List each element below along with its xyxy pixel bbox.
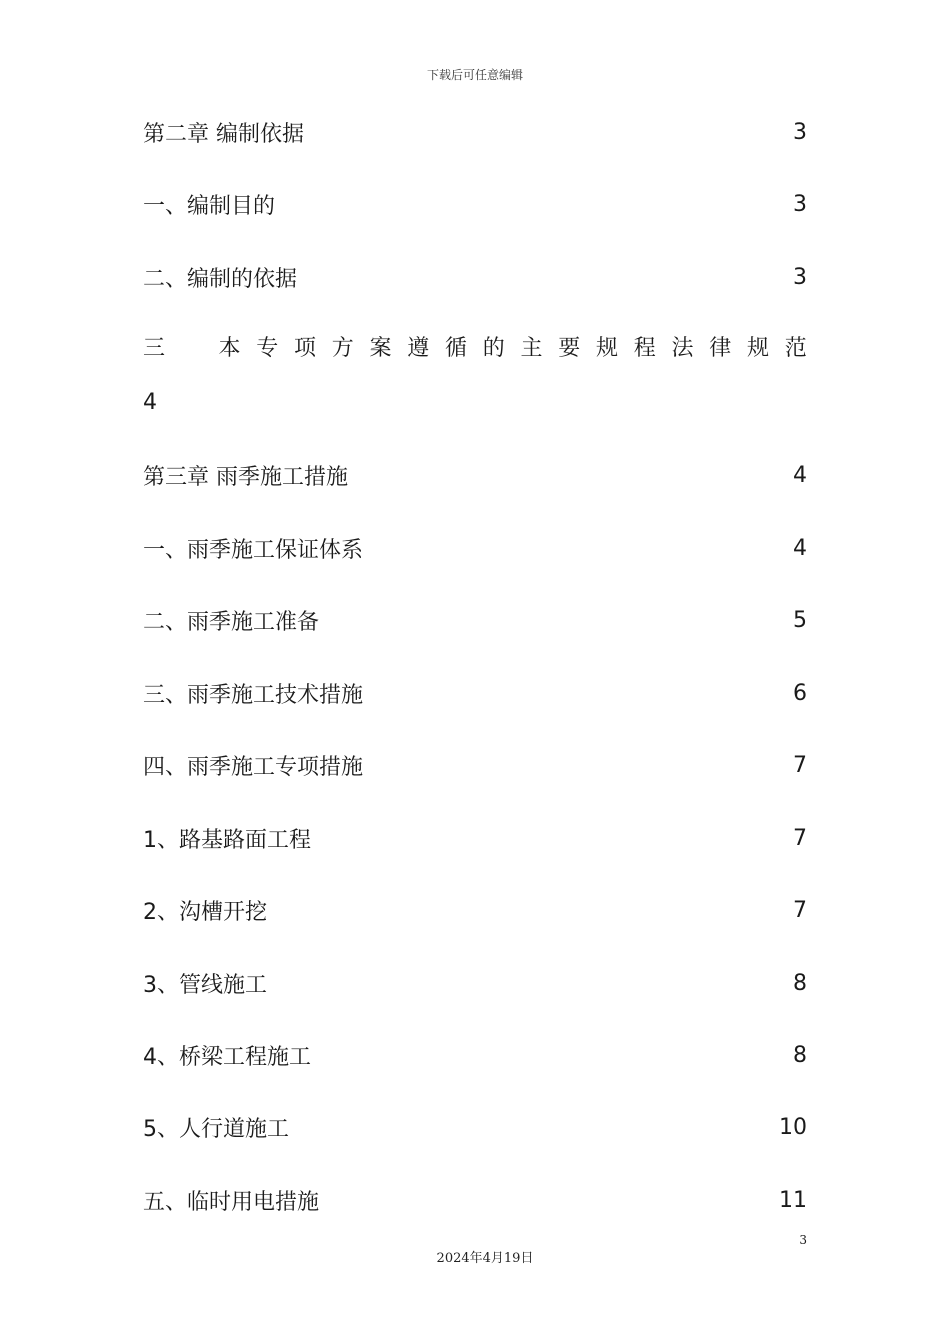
toc-entry-technical-measures[interactable] (143, 677, 807, 709)
toc-entry-title: 四、雨季施工专项措施 (143, 754, 364, 780)
toc-entry-page: 7 (793, 897, 807, 923)
toc-entry-page: 3 (793, 191, 807, 217)
toc-entry-page: 4 (143, 390, 157, 415)
toc-entry-trench[interactable] (143, 894, 807, 926)
toc-entry-title: 第二章 编制依据 (143, 121, 304, 147)
toc-entry-sidewalk[interactable] (143, 1111, 807, 1143)
toc-entry-chapter-2[interactable] (143, 116, 807, 148)
toc-entry-title: 5、人行道施工 (143, 1116, 289, 1142)
toc-entry-bridge[interactable] (143, 1039, 807, 1071)
toc-entry-title: 二、编制的依据 (143, 266, 298, 292)
toc-entry-guarantee-system[interactable] (143, 532, 807, 564)
toc-entry-page: 10 (779, 1114, 807, 1140)
toc-entry-roadbed[interactable] (143, 822, 807, 854)
toc-entry-temporary-power[interactable] (143, 1184, 807, 1216)
toc-entry-page: 5 (793, 607, 807, 633)
page-number: 3 (799, 1233, 807, 1247)
toc-entry-page: 8 (793, 1042, 807, 1068)
toc-entry-title: 2、沟槽开挖 (143, 899, 267, 925)
toc-entry-title: 三 本 专 项 方 案 遵 循 的 主 要 规 程 法 律 规 范 (143, 336, 807, 361)
footer-date: 2024年4月19日 (436, 1251, 534, 1266)
toc-entry-regulations[interactable] (143, 333, 807, 419)
toc-entry-pipeline[interactable] (143, 967, 807, 999)
toc-entry-purpose[interactable] (143, 188, 807, 220)
toc-entry-title: 一、编制目的 (143, 193, 276, 219)
toc-entry-basis[interactable] (143, 261, 807, 293)
toc-entry-page: 7 (793, 825, 807, 851)
toc-entry-chapter-3[interactable] (143, 459, 807, 491)
toc-entry-page: 8 (793, 970, 807, 996)
toc-entry-title: 五、临时用电措施 (143, 1189, 320, 1215)
toc-entry-special-measures[interactable] (143, 749, 807, 781)
toc-entry-page: 6 (793, 680, 807, 706)
toc-entry-title: 4、桥梁工程施工 (143, 1044, 311, 1070)
toc-entry-page: 4 (793, 462, 807, 488)
toc-entry-title: 第三章 雨季施工措施 (143, 464, 348, 490)
toc-entry-title: 1、路基路面工程 (143, 827, 311, 853)
toc-entry-title: 二、雨季施工准备 (143, 609, 320, 635)
toc-entry-preparation[interactable] (143, 604, 807, 636)
toc-entry-page: 3 (793, 264, 807, 290)
toc-entry-title: 一、雨季施工保证体系 (143, 537, 364, 563)
toc-entry-page: 4 (793, 535, 807, 561)
toc-entry-page: 7 (793, 752, 807, 778)
header-note: 下载后可任意编辑 (426, 68, 523, 82)
toc-entry-page: 3 (793, 119, 807, 145)
toc-entry-title: 三、雨季施工技术措施 (143, 682, 364, 708)
toc-entry-title: 3、管线施工 (143, 972, 267, 998)
toc-entry-page: 11 (779, 1187, 807, 1213)
